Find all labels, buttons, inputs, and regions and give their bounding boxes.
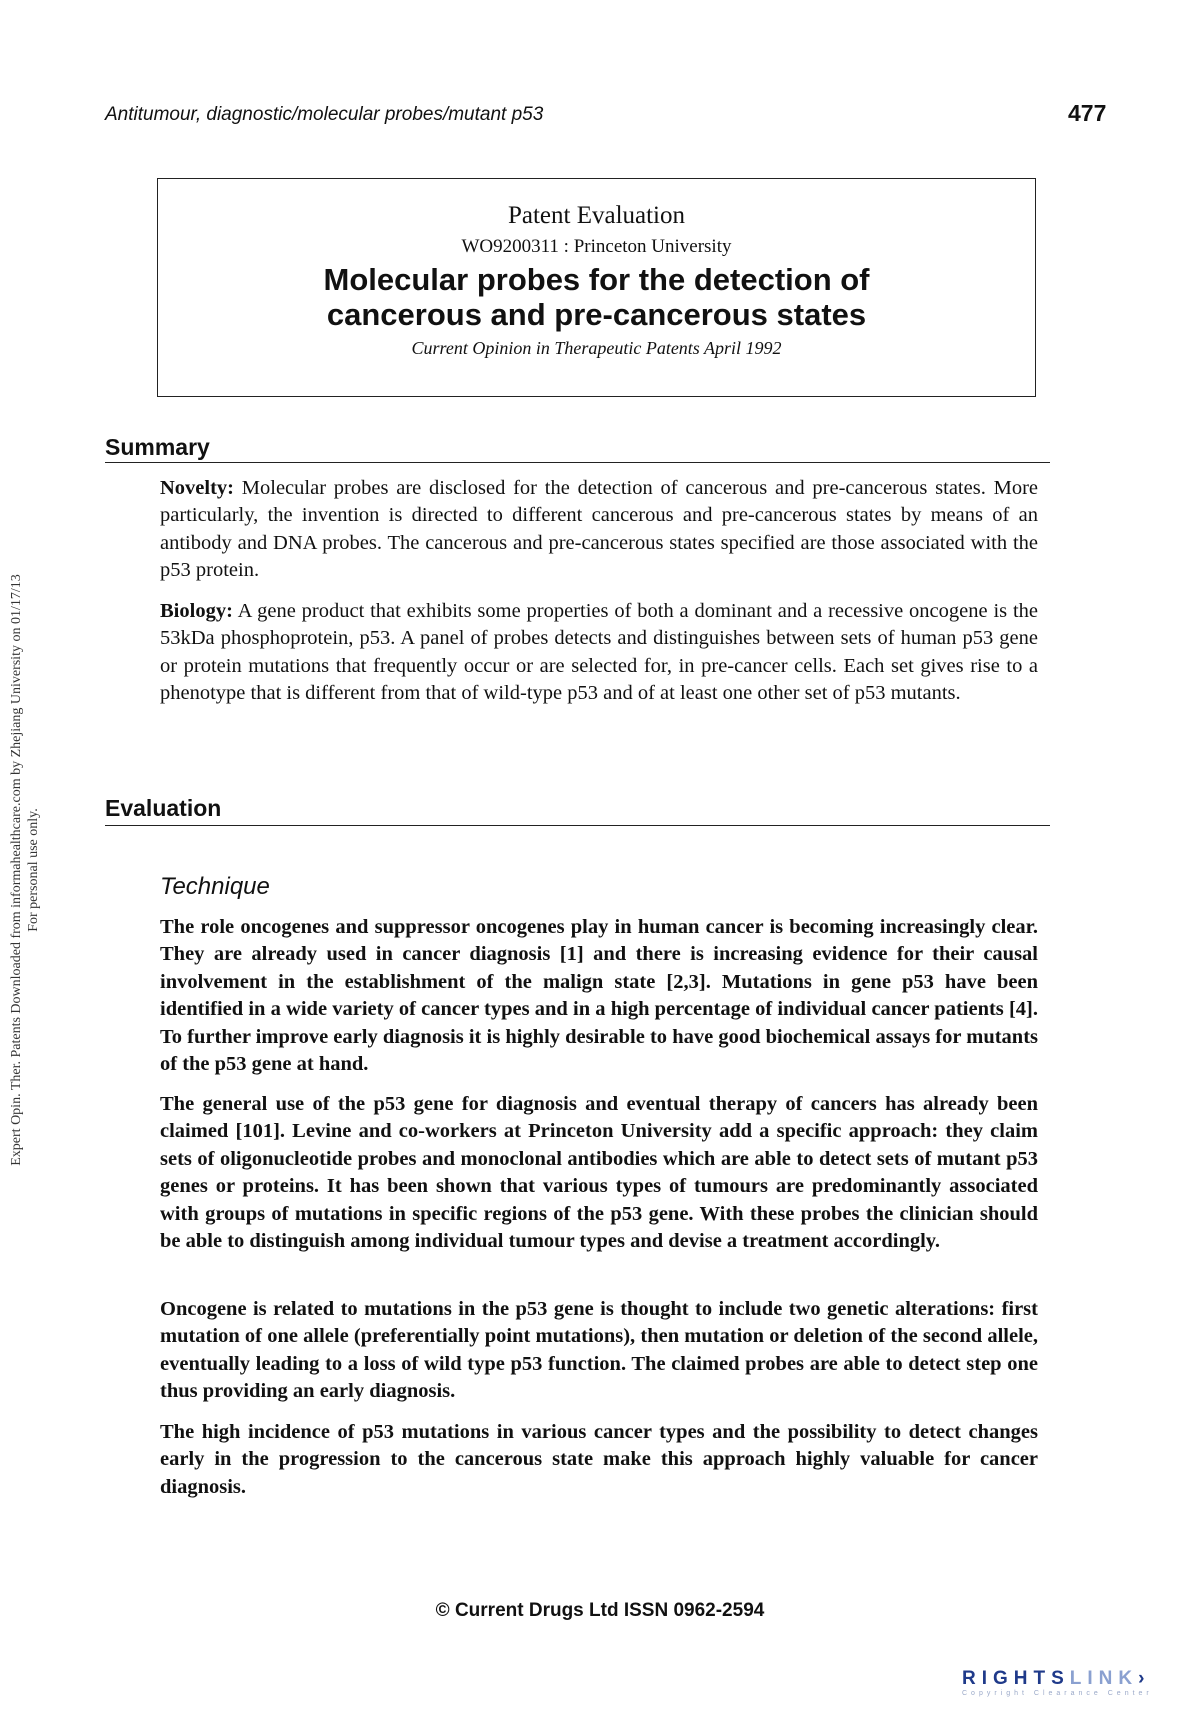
logo-rights: RIGHTS xyxy=(962,1668,1070,1689)
novelty-paragraph xyxy=(160,475,1038,585)
body-paragraph: The role oncogenes and suppressor oncogenes play in human cancer is becoming increasingly clear. They are already used in cancer diagnosis [1] and there is increasing evidence for their causal involvement in the establishment of the malign state [2,3]. Mutations in gene p53 have been identified in a wide variety of cancer types and in a high percentage of individual cancer patients [4]. To further improve early diagnosis it is highly desirable to have good biochemical assays for mutants of the p53 gene at hand. xyxy=(160,916,1038,1076)
novelty-text: Molecular probes are disclosed for the detection of cancerous and pre-cancerous states. More particularly, the invention is directed to different cancerous and pre-cancerous states by means of an antibody and DNA probes. The cancerous and pre-cancerous states specified are those associated with the p53 protein. xyxy=(160,477,1038,582)
page-number: 477 xyxy=(1068,100,1107,126)
title-line-1: Molecular probes for the detection of xyxy=(323,262,870,297)
novelty-label: Novelty: xyxy=(160,477,235,499)
biology-text: A gene product that exhibits some properties of both a dominant and a recessive oncogene is the 53kDa phosphoprotein, p53. A panel of probes detects and distinguishes between sets of human p53 gene or protein mutations that frequently occur or are selected for, in pre-cancer cells. Each set gives rise to a phenotype that is different from that of wild-type p53 and of at least one other set of p53 mutants. xyxy=(160,600,1038,705)
running-header: Antitumour, diagnostic/molecular probes/mutant p53 xyxy=(105,104,544,125)
article-title xyxy=(158,262,1035,332)
summary-rule xyxy=(105,462,1050,463)
chevron-icon: › xyxy=(1138,1668,1151,1689)
title-line-2: cancerous and pre-cancerous states xyxy=(326,297,867,332)
journal-citation: Current Opinion in Therapeutic Patents April 1992 xyxy=(411,338,782,358)
technique-subheading: Technique xyxy=(160,873,270,900)
logo-subtitle: Copyright Clearance Center xyxy=(962,1690,1153,1697)
box-label: Patent Evaluation xyxy=(507,202,686,229)
watermark-line-2: For personal use only. xyxy=(26,808,41,932)
patent-number: WO9200311 : Princeton University xyxy=(461,236,732,257)
evaluation-rule xyxy=(105,825,1050,826)
body-paragraph: Oncogene is related to mutations in the p53 gene is thought to include two genetic alterations: first mutation of one allele (preferentially point mutations), then mutation or deletion of the second allele, eventually leading to a loss of wild type p53 function. The claimed probes are able to detect step one thus providing an early diagnosis. xyxy=(160,1298,1038,1403)
body-paragraph: The high incidence of p53 mutations in various cancer types and the possibility to detect changes early in the progression to the cancerous state make this approach highly valuable for cancer diagnosis. xyxy=(160,1421,1038,1498)
patent-evaluation-box xyxy=(157,178,1036,397)
biology-paragraph xyxy=(160,598,1038,708)
summary-heading: Summary xyxy=(105,434,210,460)
rightslink-logo[interactable] xyxy=(962,1668,1153,1697)
copyright-footer: © Current Drugs Ltd ISSN 0962-2594 xyxy=(435,1600,765,1621)
evaluation-heading: Evaluation xyxy=(105,795,222,821)
watermark-line-1: Expert Opin. Ther. Patents Downloaded from informahealthcare.com by Zhejiang University on 01/17/13 xyxy=(9,574,24,1166)
download-watermark xyxy=(8,500,42,1240)
logo-link: LINK xyxy=(1069,1668,1139,1689)
biology-label: Biology: xyxy=(160,600,233,622)
body-paragraph: The general use of the p53 gene for diagnosis and eventual therapy of cancers has already been claimed [101]. Levine and co-workers at Princeton University add a specific approach: they claim sets of oligonucleotide probes and monoclonal antibodies which are able to detect sets of mutant p53 genes or proteins. It has been shown that various types of tumours are predominantly associated with groups of mutations in specific regions of the p53 gene. With these probes the clinician should be able to distinguish among individual tumour types and devise a treatment accordingly. xyxy=(160,1093,1038,1253)
